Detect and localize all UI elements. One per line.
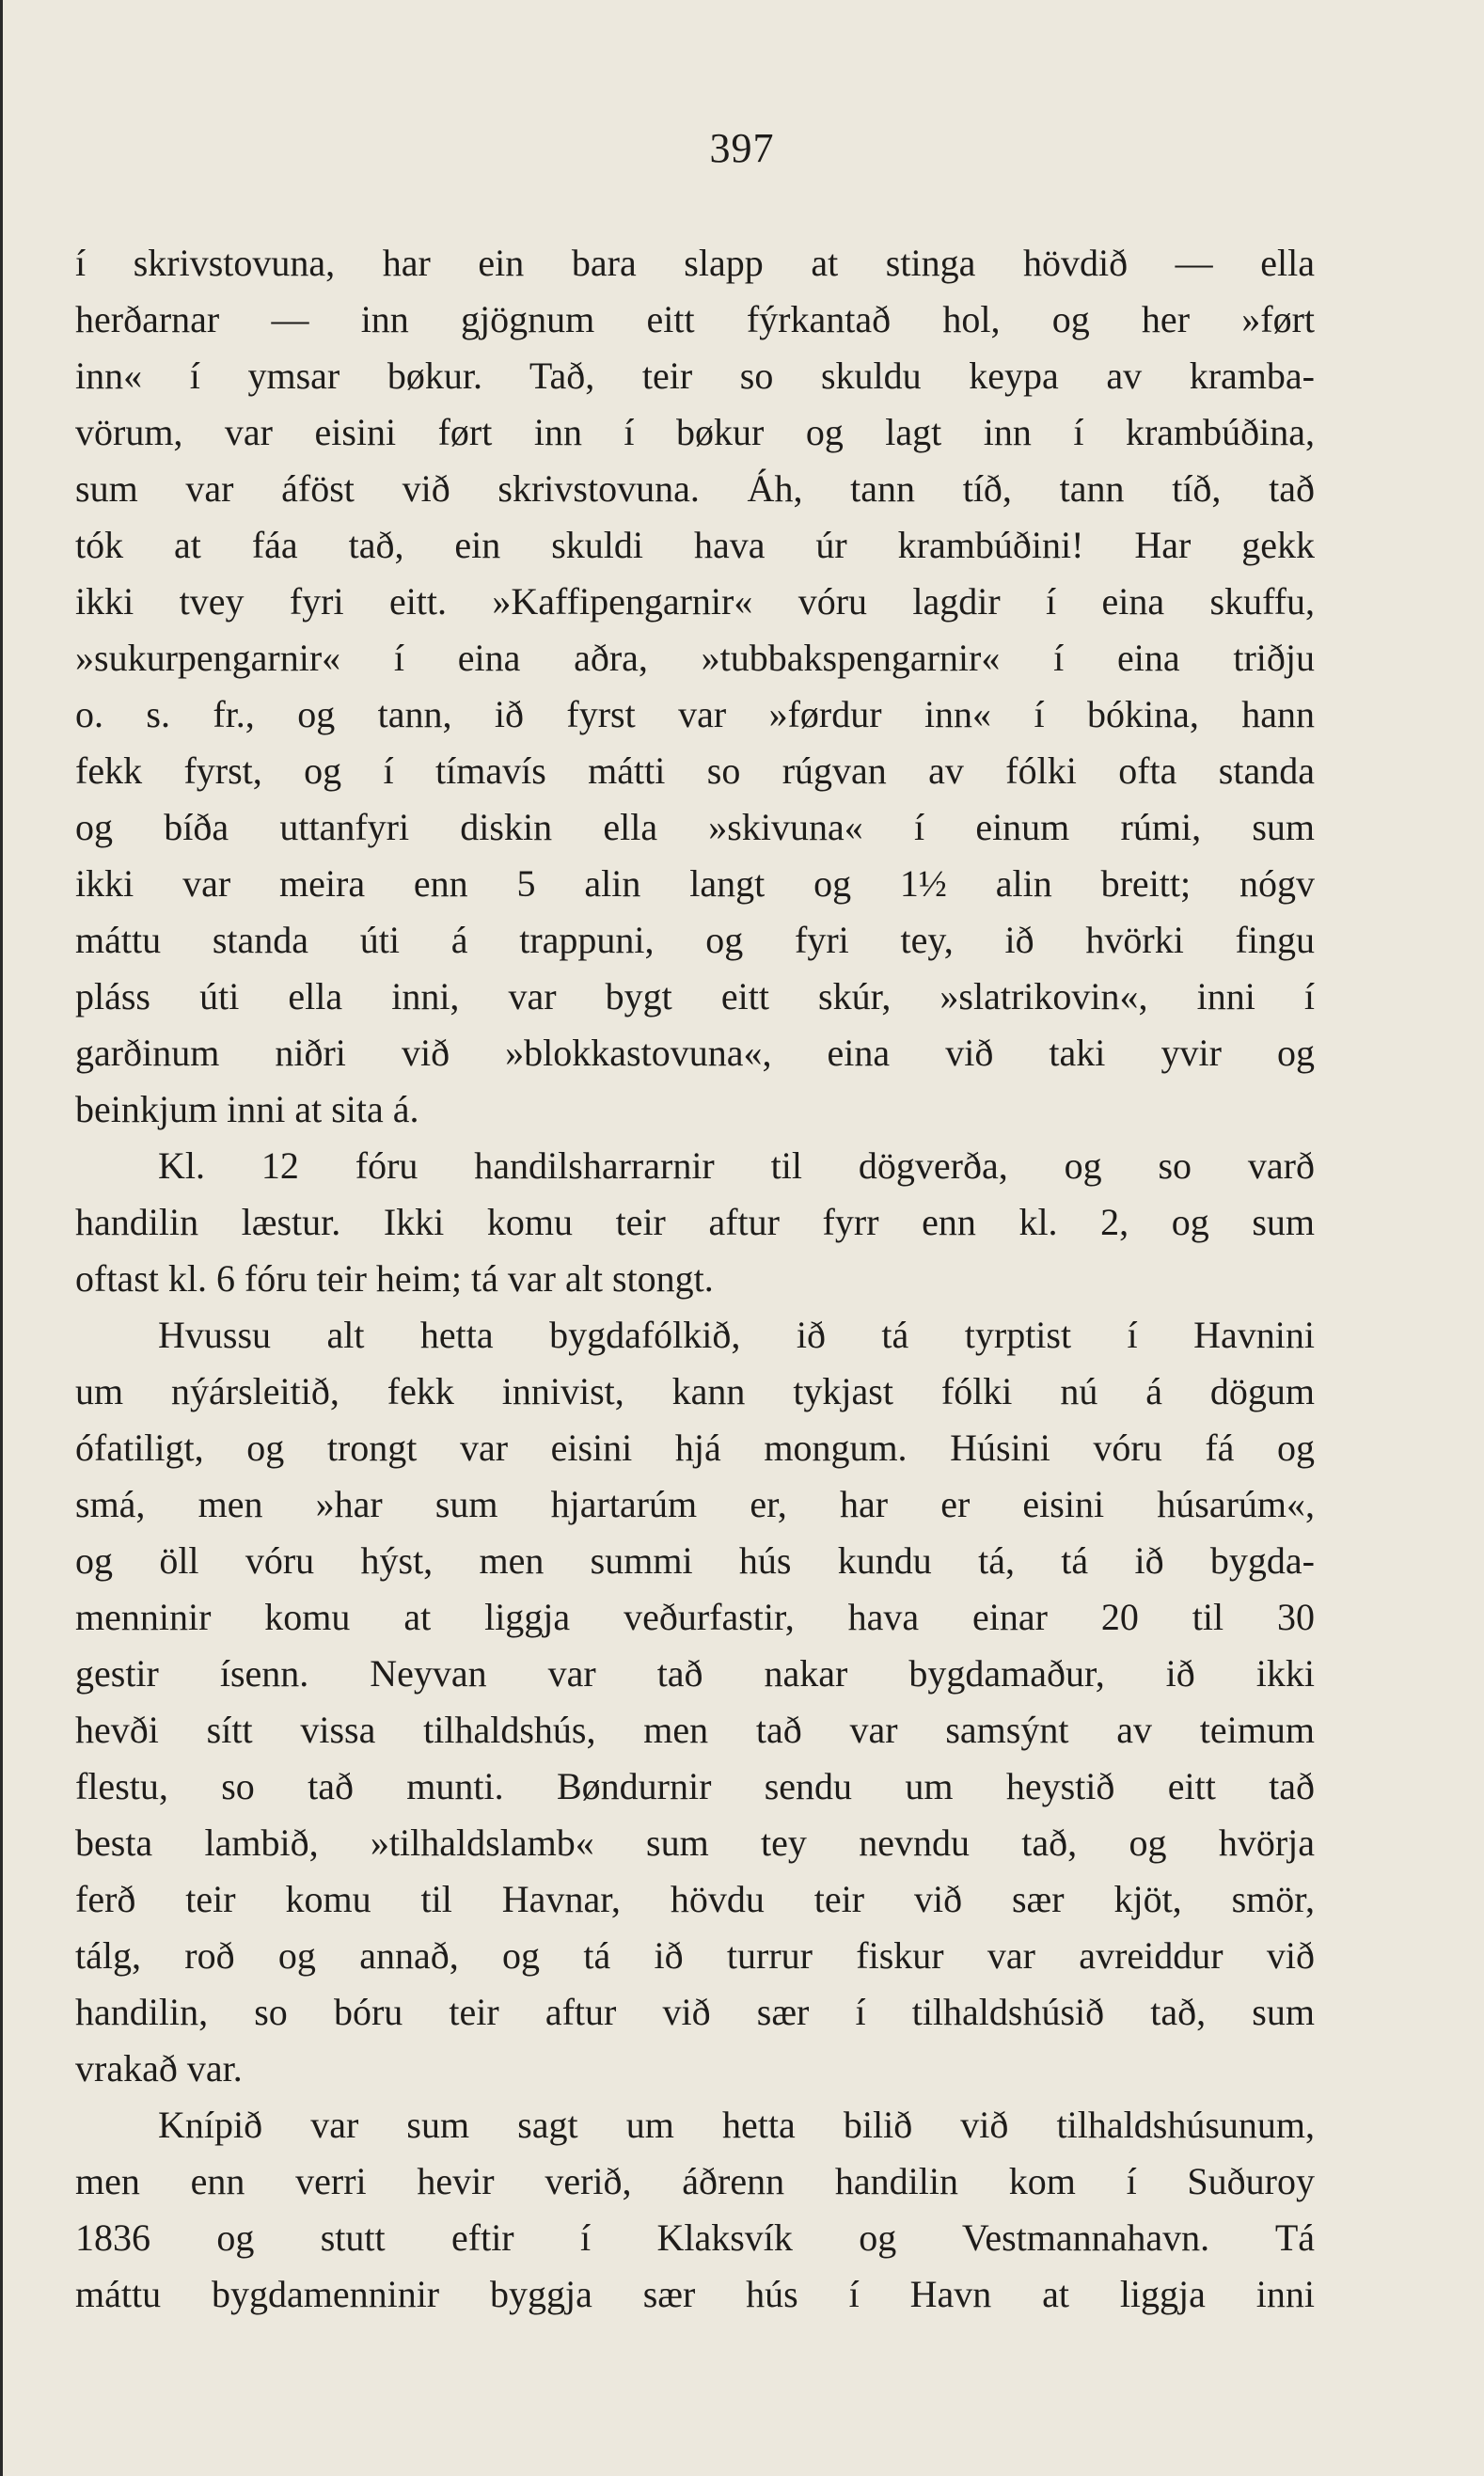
body-text	[75, 235, 1315, 2323]
text-line: tók at fáa tað, ein skuldi hava úr krambúðini! Har gekk	[75, 524, 1315, 566]
text-line: smá, men »har sum hjartarúm er, har er eisini húsarúm«,	[75, 1483, 1315, 1525]
paragraph-start-line: Hvussu alt hetta bygdafólkið, ið tá tyrptist í Havnini	[158, 1314, 1315, 1356]
text-line: flestu, so tað munti. Bøndurnir sendu um heystið eitt tað	[75, 1765, 1315, 1807]
text-line: ikki tvey fyri eitt. »Kaffipengarnir« vóru lagdir í eina skuffu,	[75, 580, 1315, 623]
text-line: sum var áföst við skrivstovuna. Áh, tann tíð, tann tíð, tað	[75, 467, 1315, 510]
page-number: 397	[709, 125, 775, 171]
text-line: um nýársleitið, fekk innivist, kann tykjast fólki nú á dögum	[75, 1370, 1315, 1412]
text-line: í skrivstovuna, har ein bara slapp at stinga hövdið — ella	[75, 242, 1315, 284]
text-line: herðarnar — inn gjögnum eitt fýrkantað hol, og her »ført	[75, 298, 1315, 340]
text-line: gestir ísenn. Neyvan var tað nakar bygdamaður, ið ikki	[75, 1652, 1315, 1695]
text-line: pláss úti ella inni, var bygt eitt skúr, »slatrikovin«, inni í	[75, 975, 1315, 1017]
text-line: »sukurpengarnir« í eina aðra, »tubbakspengarnir« í eina triðju	[75, 637, 1315, 679]
text-line: máttu standa úti á trappuni, og fyri tey, ið hvörki fingu	[75, 919, 1315, 961]
text-line: o. s. fr., og tann, ið fyrst var »førdur inn« í bókina, hann	[75, 693, 1315, 735]
text-line: ferð teir komu til Havnar, hövdu teir við sær kjöt, smör,	[75, 1878, 1315, 1920]
paragraph-start-line: Kl. 12 fóru handilsharrarnir til dögverða, og so varð	[158, 1144, 1315, 1187]
text-line: menninir komu at liggja veðurfastir, hava einar 20 til 30	[75, 1596, 1315, 1638]
text-line: 1836 og stutt eftir í Klaksvík og Vestmannahavn. Tá	[75, 2216, 1315, 2259]
page-edge	[0, 0, 3, 2476]
text-line: hevði sítt vissa tilhaldshús, men tað var samsýnt av teimum	[75, 1709, 1315, 1751]
text-line: fekk fyrst, og í tímavís mátti so rúgvan av fólki ofta standa	[75, 749, 1315, 792]
text-line: besta lambið, »tilhaldslamb« sum tey nevndu tað, og hvörja	[75, 1822, 1315, 1864]
text-line: máttu bygdamenninir byggja sær hús í Havn at liggja inni	[75, 2273, 1315, 2315]
text-line: handilin læstur. Ikki komu teir aftur fyrr enn kl. 2, og sum	[75, 1201, 1315, 1243]
text-line: handilin, so bóru teir aftur við sær í tilhaldshúsið tað, sum	[75, 1991, 1315, 2033]
text-line: ikki var meira enn 5 alin langt og 1½ alin breitt; nógv	[75, 862, 1315, 905]
paragraph-end-line: vrakað var.	[75, 2047, 243, 2090]
text-line: ófatiligt, og trongt var eisini hjá mongum. Húsini vóru fá og	[75, 1427, 1315, 1469]
text-line: tálg, roð og annað, og tá ið turrur fiskur var avreiddur við	[75, 1934, 1315, 1977]
paragraph-end-line: oftast kl. 6 fóru teir heim; tá var alt stongt.	[75, 1257, 714, 1300]
text-line: men enn verri hevir verið, áðrenn handilin kom í Suðuroy	[75, 2160, 1315, 2202]
paragraph-start-line: Knípið var sum sagt um hetta bilið við tilhaldshúsunum,	[158, 2104, 1315, 2146]
text-line: vörum, var eisini ført inn í bøkur og lagt inn í krambúðina,	[75, 411, 1315, 453]
text-line: inn« í ymsar bøkur. Tað, teir so skuldu keypa av kramba-	[75, 355, 1315, 397]
text-line: og öll vóru hýst, men summi hús kundu tá, tá ið bygda-	[75, 1539, 1315, 1582]
text-line: garðinum niðri við »blokkastovuna«, eina við taki yvir og	[75, 1032, 1315, 1074]
text-line: og bíða uttanfyri diskin ella »skivuna« í einum rúmi, sum	[75, 806, 1315, 848]
paragraph-end-line: beinkjum inni at sita á.	[75, 1088, 419, 1130]
